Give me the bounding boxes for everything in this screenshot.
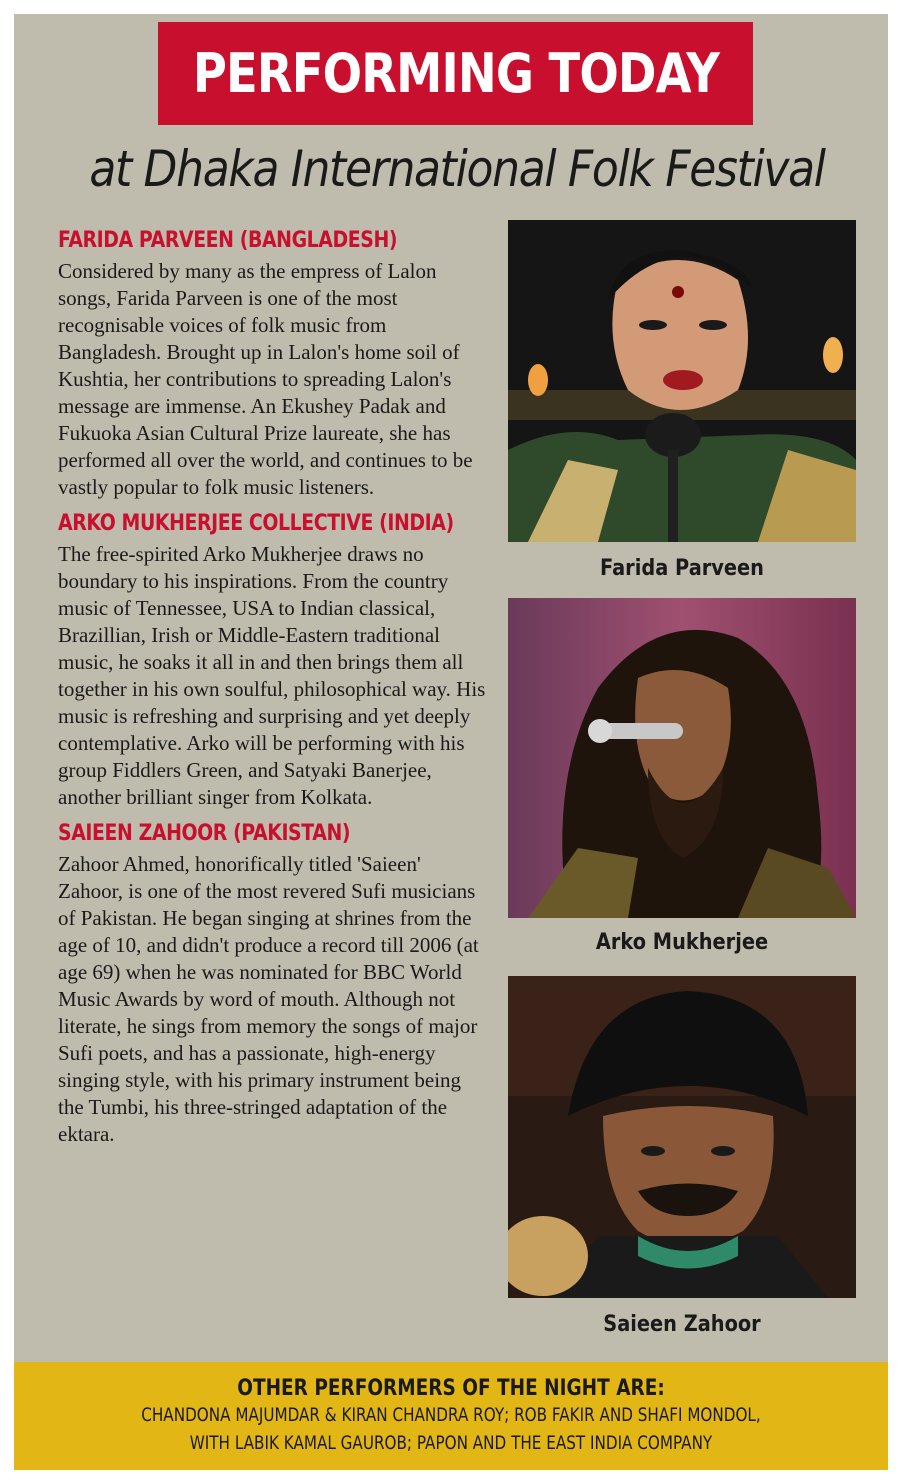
photo-caption: Farida Parveen [600,556,764,581]
performer-heading: FARIDA PARVEEN (BANGLADESH) [58,228,398,253]
footer-line: CHANDONA MAJUMDAR & KIRAN CHANDRA ROY; ROB FAKIR AND SHAFI MONDOL, [141,1404,761,1426]
headline-banner [158,22,753,125]
footer-title: OTHER PERFORMERS OF THE NIGHT ARE: [237,1376,665,1401]
performer-heading: SAIEEN ZAHOOR (PAKISTAN) [58,821,351,846]
footer-line: WITH LABIK KAMAL GAUROB; PAPON AND THE EAST INDIA COMPANY [189,1432,713,1454]
performer-section [58,509,488,811]
performer-heading: ARKO MUKHERJEE COLLECTIVE (INDIA) [58,511,454,536]
subtitle: at Dhaka International Folk Festival [89,140,825,198]
singer-portrait-image [508,598,856,918]
headline-text: PERFORMING TODAY [192,42,719,105]
performer-photo-arko [508,598,856,918]
performer-bio: The free-spirited Arko Mukherjee draws no boundary to his inspirations. From the country music of Tennessee, USA to Indian classical, Brazillian, Irish or Middle-Eastern traditional music, he soaks it all in and then brings them all together in his own soulful, philosophical way. His music is refreshing and surprising and yet deeply contemplative. Arko will be performing with his group Fiddlers Green, and Satyaki Banerjee, another brilliant singer from Kolkata. [58,542,486,809]
performer-photo-saieen [508,976,856,1298]
performer-section [58,226,488,501]
other-performers-footer [14,1362,888,1470]
performer-bio: Zahoor Ahmed, honorifically titled 'Saieen' Zahoor, is one of the most revered Sufi musicians of Pakistan. He began singing at shrines from the age of 10, and didn't produce a record till 2006 (at age 69) when he was nominated for BBC World Music Awards by word of mouth. Although not literate, he sings from memory the songs of major Sufi poets, and has a passionate, high-energy singing style, with his primary instrument being the Tumbi, his three-stringed adaptation of the ektara. [58,852,479,1146]
singer-portrait-image [508,220,856,542]
performer-section [58,819,488,1148]
performer-photo-farida [508,220,856,542]
singer-portrait-image [508,976,856,1298]
article-text-column [58,226,488,1156]
photo-caption: Arko Mukherjee [595,930,769,955]
performer-bio: Considered by many as the empress of Lalon songs, Farida Parveen is one of the most recognisable voices of folk music from Bangladesh. Brought up in Lalon's home soil of Kushtia, her contributions to spreading Lalon's message are immense. An Ekushey Padak and Fukuoka Asian Cultural Prize laureate, she has performed all over the world, and continues to be vastly popular to folk music listeners. [58,259,473,499]
photo-caption: Saieen Zahoor [603,1312,761,1337]
